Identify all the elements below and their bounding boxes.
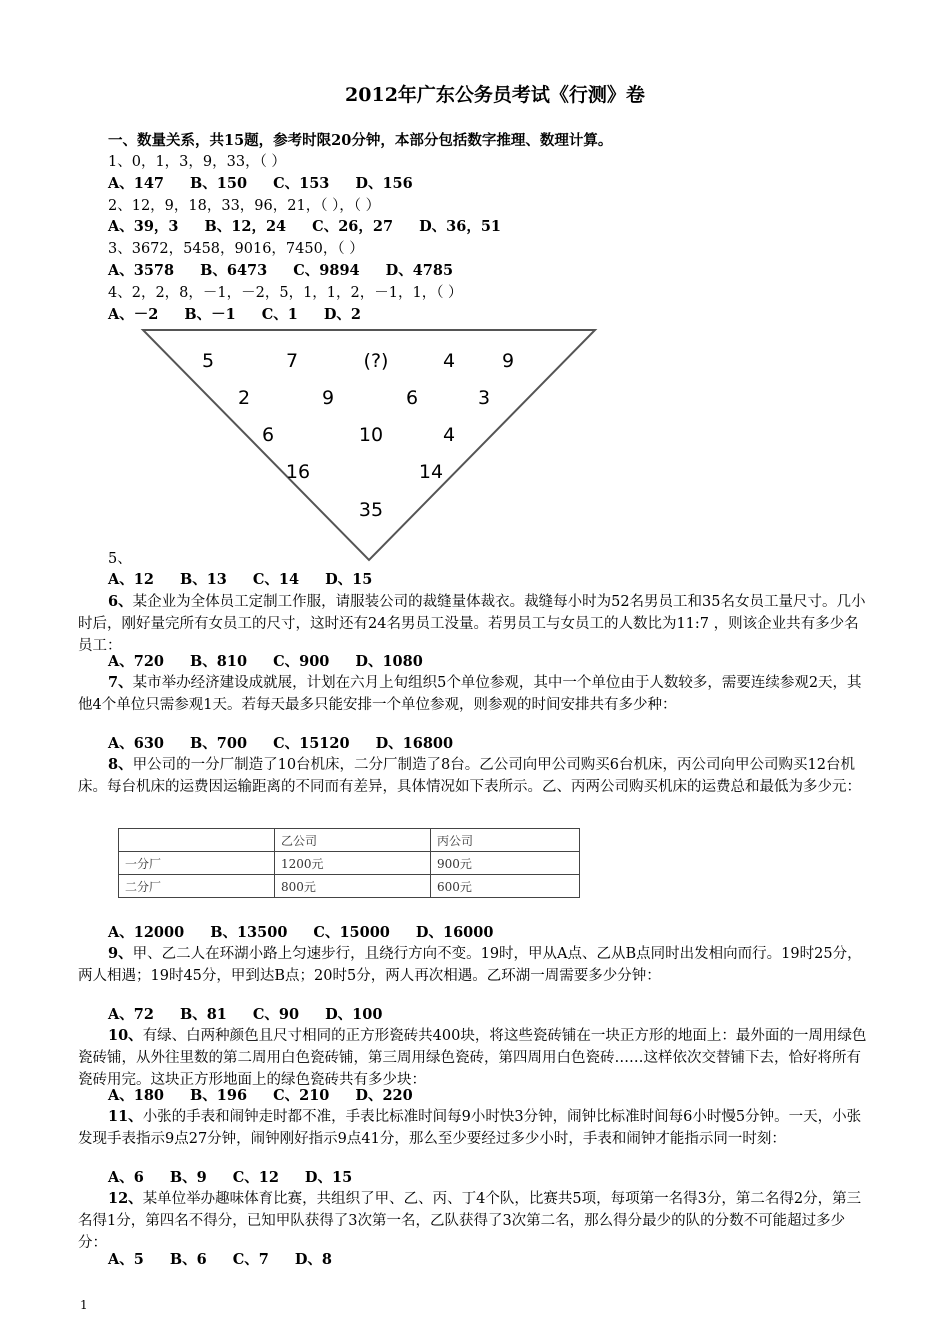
option: A、6 [108,1169,144,1186]
question-text: 小张的手表和闹钟走时都不准，手表比标准时间每9小时快3分钟，闹钟比标准时间每6小时慢5分钟。一天，小张发现手表指示9点27分钟，闹钟刚好指示9点41分，那么至少要经过多少小时，手表和闹钟才能指示同一时刻： [78,1109,862,1147]
option: D、15 [325,571,373,588]
triangle-number: 5 [201,350,215,372]
table-cell: 二分厂 [119,875,275,898]
option: D、16000 [415,924,494,941]
triangle-number: 16 [285,461,311,483]
table-cell: 600元 [431,875,580,898]
option: A、630 [108,735,165,752]
q8-options [108,923,519,943]
q7-options [108,734,479,754]
question-text: 某企业为全体员工定制工作服，请服装公司的裁缝量体裁衣。裁缝每小时为52名男员工和35名女员工量尺寸。几小时后，刚好量完所有女员工的尺寸，这时还有24名男员工没量。若男员工与女员工的人数比为11:7 ，则该企业共有多少名员工： [78,594,866,654]
freight-table [118,828,580,898]
option: C、900 [273,653,330,670]
option: C、7 [232,1251,269,1268]
q11-text [78,1106,871,1150]
option: B、－1 [184,306,236,323]
question-number: 7、 [108,674,133,691]
option: B、196 [190,1087,248,1104]
q12-options [108,1250,358,1270]
q5-stem: 5、 [108,551,132,567]
triangle-number: 35 [358,499,384,521]
q4-stem: 4、2，2，8，－1，－2，5，1，1，2，－1，1，（ ） [108,285,463,301]
q6-text [78,591,871,657]
option: D、15 [304,1169,353,1186]
option: A、39，3 [108,218,179,235]
option: D、2 [323,306,362,323]
option: C、9894 [293,262,360,279]
q9-options [108,1005,408,1025]
q10-options [108,1086,439,1106]
option: A、180 [108,1087,165,1104]
option: D、156 [355,175,413,192]
triangle-number: 3 [477,387,491,409]
option: A、12 [108,571,154,588]
triangle-number: 9 [321,387,335,409]
triangle-number: 4 [442,424,456,446]
triangle-number: 6 [405,387,419,409]
option: A、5 [108,1251,144,1268]
q11-options [108,1168,378,1188]
triangle-number: 9 [501,350,515,372]
option: D、8 [294,1251,333,1268]
option: C、26，27 [312,218,394,235]
question-text: 甲公司的一分厂制造了10台机床，二分厂制造了8台。乙公司向甲公司购买6台机床，丙公司向甲公司购买12台机床。每台机床的运费因运输距离的不同而有差异，具体情况如下表所示。乙、丙两公司购买机床的运费总和最低为多少元： [78,757,861,795]
q3-stem: 3、3672，5458，9016，7450，（ ） [108,241,364,257]
option: B、13 [179,571,227,588]
table-row [119,875,580,898]
option: A、147 [108,175,165,192]
triangle-number: 6 [261,424,275,446]
option: C、12 [232,1169,279,1186]
q10-text [78,1025,871,1091]
option: D、36，51 [419,218,501,235]
question-number: 6、 [108,593,133,610]
triangle-number: 10 [358,424,384,446]
q6-options [108,652,449,672]
question-number: 10、 [108,1027,143,1044]
option: D、16800 [375,735,454,752]
option: B、9 [169,1169,207,1186]
question-text: 有绿、白两种颜色且尺寸相同的正方形瓷砖共400块，将这些瓷砖铺在一块正方形的地面上：最外面的一周用绿色瓷砖铺，从外往里数的第二周用白色瓷砖铺，第三周用绿色瓷砖，第四周用白色瓷砖……这样依次交替铺下去，恰好将所有瓷砖用完。这块正方形地面上的绿色瓷砖共有多少块： [78,1028,867,1088]
option: C、14 [252,571,300,588]
option: C、210 [273,1087,330,1104]
question-text: 某单位举办趣味体育比赛，共组织了甲、乙、丙、丁4个队，比赛共5项，每项第一名得3分，第二名得2分，第三名得1分，第四名不得分，已知甲队获得了3次第一名，乙队获得了3次第二名，那么得分最少的队的分数不可能超过多少分： [78,1191,862,1251]
table-header: 丙公司 [431,829,580,852]
option: D、1080 [355,653,423,670]
table-cell [119,829,275,852]
table-row [119,829,580,852]
triangle-number: (?) [363,350,389,372]
table-header: 乙公司 [275,829,431,852]
question-number: 8、 [108,756,133,773]
option: B、13500 [210,924,288,941]
triangle-number: 2 [237,387,251,409]
option: B、6473 [200,262,268,279]
page-title: 2012年广东公务员考试《行测》卷 [345,84,645,106]
option: A、12000 [108,924,185,941]
triangle-number: 4 [442,350,456,372]
option: B、700 [190,735,248,752]
option: B、810 [190,653,248,670]
table-cell: 800元 [275,875,431,898]
section-heading: 一、数量关系，共15题，参考时限20分钟，本部分包括数字推理、数理计算。 [108,132,613,149]
q8-text [78,754,871,798]
table-cell: 一分厂 [119,852,275,875]
option: C、1 [261,306,298,323]
triangle-number: 7 [285,350,299,372]
option: A、72 [108,1006,154,1023]
option: D、100 [325,1006,383,1023]
q12-text [78,1188,871,1254]
option: C、90 [252,1006,300,1023]
option: B、6 [169,1251,207,1268]
table-cell: 1200元 [275,852,431,875]
q1-stem: 1、0，1，3，9，33，（ ） [108,154,286,170]
table-cell: 900元 [431,852,580,875]
question-number: 9、 [108,945,133,962]
option: A、3578 [108,262,175,279]
option: D、4785 [385,262,454,279]
q5-options [108,570,398,590]
option: C、153 [273,175,330,192]
question-text: 甲、乙二人在环湖小路上匀速步行，且绕行方向不变。19时，甲从A点、乙从B点同时出发相向而行。19时25分，两人相遇；19时45分，甲到达B点；20时5分，两人再次相遇。乙环湖一周需要多少分钟： [78,946,862,984]
option: C、15120 [273,735,350,752]
option: B、81 [179,1006,227,1023]
question-text: 某市举办经济建设成就展，计划在六月上旬组织5个单位参观，其中一个单位由于人数较多，需要连续参观2天，其他4个单位只需参观1天。若每天最多只能安排一个单位参观，则参观的时间安排共有多少种： [78,675,862,713]
q2-stem: 2、12，9，18，33，96，21，（ ），（ ） [108,198,381,214]
option: B、12，24 [204,218,287,235]
option: B、150 [190,175,248,192]
page-number: 1 [80,1298,88,1312]
option: C、15000 [313,924,390,941]
q7-text [78,672,871,716]
option: D、220 [355,1087,413,1104]
question-number: 11、 [108,1108,143,1125]
option: A、－2 [108,306,159,323]
table-row [119,852,580,875]
q9-text [78,943,871,987]
option: A、720 [108,653,165,670]
triangle-number: 14 [418,461,444,483]
question-number: 12、 [108,1190,143,1207]
